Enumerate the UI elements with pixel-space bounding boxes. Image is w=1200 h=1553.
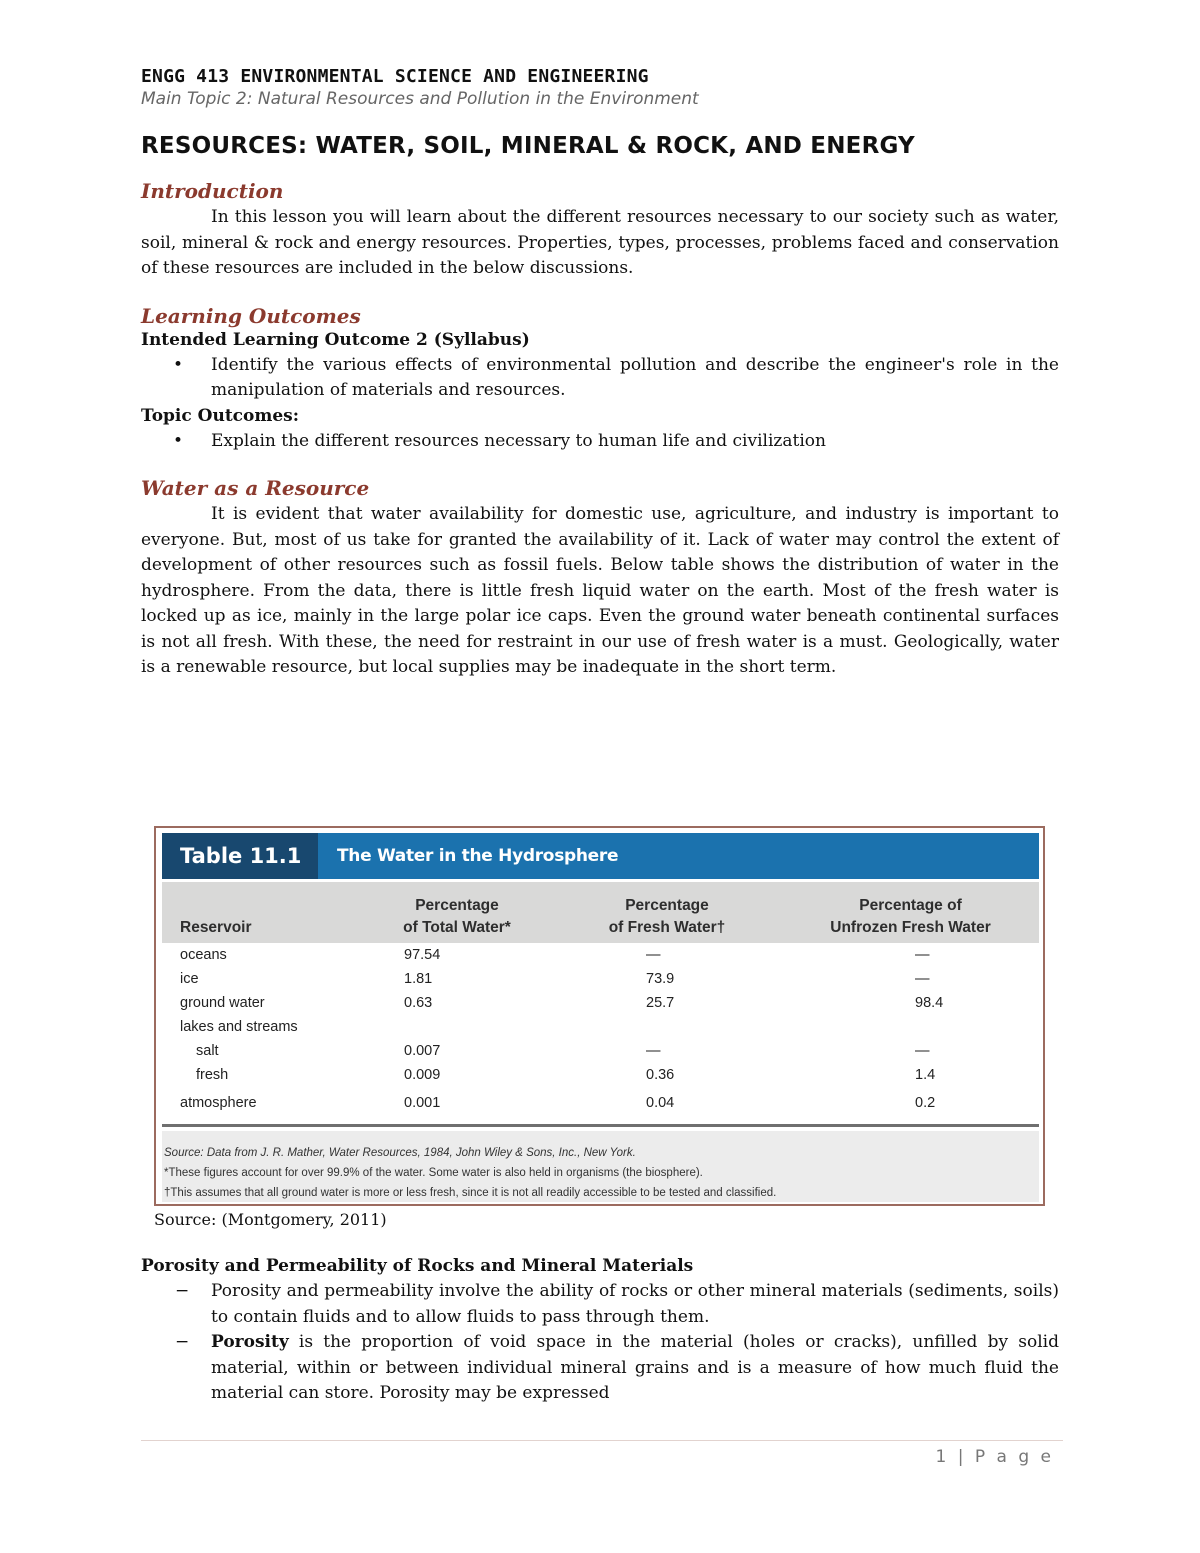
reservoir-cell: salt xyxy=(196,1043,219,1059)
table-bottom-rule xyxy=(162,1124,1039,1127)
total-cell: 0.009 xyxy=(404,1067,441,1083)
column-header-unfrozen: Percentage of Unfrozen Fresh Water xyxy=(782,882,1039,943)
hydrosphere-table xyxy=(162,882,1039,1119)
table-notes xyxy=(162,1131,1039,1202)
learning-outcomes-heading: Learning Outcomes xyxy=(141,303,361,328)
fresh-cell: — xyxy=(646,1043,661,1059)
unfrozen-cell: — xyxy=(915,971,930,987)
table-row xyxy=(162,1039,1039,1063)
unfrozen-cell: 0.2 xyxy=(915,1095,936,1111)
total-cell: 1.81 xyxy=(404,971,433,987)
page-body xyxy=(141,66,1059,681)
fresh-cell: 25.7 xyxy=(646,995,675,1011)
list-item xyxy=(141,1330,1059,1407)
unfrozen-cell: — xyxy=(915,947,930,963)
fresh-cell: 73.9 xyxy=(646,971,675,987)
table-source-note: Source: Data from J. R. Mather, Water Resources, 1984, John Wiley & Sons, Inc., New York. xyxy=(164,1147,636,1159)
ilo-heading: Intended Learning Outcome 2 (Syllabus) xyxy=(141,329,530,350)
column-header-reservoir: Reservoir xyxy=(162,882,362,943)
porosity-term: Porosity xyxy=(211,1332,289,1352)
fresh-cell: 0.04 xyxy=(646,1095,675,1111)
topic-outcomes-heading: Topic Outcomes: xyxy=(141,405,300,426)
table-row xyxy=(162,1087,1039,1119)
table-row xyxy=(162,991,1039,1015)
porosity-list xyxy=(141,1279,1059,1407)
table-row xyxy=(162,967,1039,991)
porosity-definition: is the proportion of void space in the material (holes or cracks), unfilled by solid material, within or between individual mineral grains and is a measure of how much fluid the material can store. Porosity may be expressed xyxy=(211,1332,1059,1403)
main-topic-subtitle: Main Topic 2: Natural Resources and Pollution in the Environment xyxy=(141,89,699,109)
footer-divider xyxy=(141,1440,1063,1441)
page-number: 1 | P a g e xyxy=(935,1447,1054,1467)
reservoir-cell: oceans xyxy=(180,947,227,963)
table-footnote-asterisk: *These figures account for over 99.9% of the water. Some water is also held in organisms (the biosphere). xyxy=(164,1167,703,1179)
introduction-heading: Introduction xyxy=(141,179,284,203)
column-header-fresh: Percentage of Fresh Water† xyxy=(552,882,782,943)
unfrozen-cell: 1.4 xyxy=(915,1067,936,1083)
reservoir-cell: fresh xyxy=(196,1067,229,1083)
total-cell: 0.63 xyxy=(404,995,433,1011)
table-footnote-dagger: †This assumes that all ground water is more or less fresh, since it is not all readily accessible to be tested and classified. xyxy=(164,1187,777,1199)
reservoir-cell: ice xyxy=(180,971,199,987)
water-paragraph: It is evident that water availability for domestic use, agriculture, and industry is important to everyone. But, most of us take for granted the availability of it. Lack of water may control the extent of development of other resources such as fossil fuels. Below table shows the distribution of water in the hydrosphere. From the data, there is little fresh liquid water on the earth. Most of the fresh water is locked up as ice, mainly in the large polar ice caps. Even the ground water beneath continental surfaces is not all fresh. With these, the need for restraint in our use of fresh water is a must. Geologically, water is a renewable resource, but local supplies may be inadequate in the short term. xyxy=(141,504,1059,677)
reservoir-cell: ground water xyxy=(180,995,265,1011)
total-cell xyxy=(362,1015,552,1039)
dash-icon: − xyxy=(175,1281,190,1301)
table-title: The Water in the Hydrosphere xyxy=(337,846,619,866)
table-number: Table 11.1 xyxy=(162,833,318,879)
topic-item-text: Explain the different resources necessary to human life and civilization xyxy=(211,430,826,451)
table-body xyxy=(162,943,1039,1119)
total-cell: 0.007 xyxy=(404,1043,441,1059)
list-item xyxy=(141,353,1059,404)
ilo-item-text: Identify the various effects of environmental pollution and describe the engineer's role in the manipulation of materials and resources. xyxy=(211,354,1059,400)
table-row xyxy=(162,943,1039,967)
introduction-paragraph: In this lesson you will learn about the different resources necessary to our society such as water, soil, mineral & rock and energy resources. Properties, types, processes, problems faced and conservation of these resources are included in the below discussions. xyxy=(141,207,1059,278)
list-item xyxy=(141,429,1059,455)
page-title: RESOURCES: WATER, SOIL, MINERAL & ROCK, AND ENERGY xyxy=(141,133,915,159)
bullet-icon: • xyxy=(173,430,184,451)
fresh-cell xyxy=(552,1015,782,1039)
ilo-list xyxy=(141,353,1059,404)
table-header-row xyxy=(162,882,1039,943)
porosity-heading: Porosity and Permeability of Rocks and Mineral Materials xyxy=(141,1256,694,1276)
fresh-cell: — xyxy=(646,947,661,963)
bullet-icon: • xyxy=(173,354,184,375)
total-cell: 0.001 xyxy=(404,1095,441,1111)
table-row xyxy=(162,1063,1039,1087)
table-caption: Source: (Montgomery, 2011) xyxy=(154,1210,387,1229)
table-row xyxy=(162,1015,1039,1039)
unfrozen-cell: 98.4 xyxy=(915,995,944,1011)
fresh-cell: 0.36 xyxy=(646,1067,675,1083)
porosity-item-text: Porosity and permeability involve the ability of rocks or other mineral materials (sediments, soils) to contain fluids and to allow fluids to pass through them. xyxy=(211,1281,1059,1327)
table-header-bar xyxy=(162,833,1039,879)
unfrozen-cell: — xyxy=(915,1043,930,1059)
porosity-section xyxy=(141,1254,1059,1407)
column-header-total: Percentage of Total Water* xyxy=(362,882,552,943)
hydrosphere-table-figure xyxy=(154,826,1045,1206)
water-heading: Water as a Resource xyxy=(141,476,370,500)
unfrozen-cell xyxy=(782,1015,1039,1039)
dash-icon: − xyxy=(175,1332,190,1352)
topic-outcomes-list xyxy=(141,429,1059,455)
reservoir-cell: atmosphere xyxy=(180,1095,257,1111)
reservoir-cell: lakes and streams xyxy=(180,1019,298,1035)
total-cell: 97.54 xyxy=(404,947,441,963)
course-title: ENGG 413 ENVIRONMENTAL SCIENCE AND ENGINEERING xyxy=(141,66,649,87)
list-item xyxy=(141,1279,1059,1330)
